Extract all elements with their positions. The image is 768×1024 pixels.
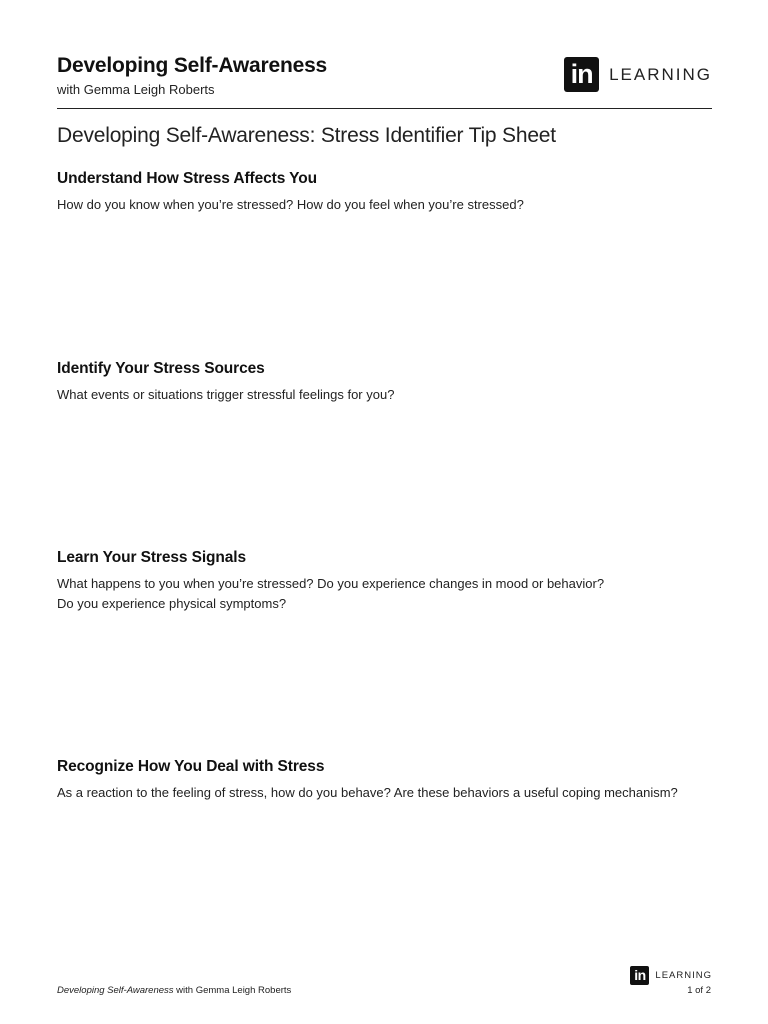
section-stress-effects bbox=[57, 170, 717, 215]
section-stress-sources bbox=[57, 360, 717, 405]
prompt-line-1: What happens to you when you’re stressed? Do you experience changes in mood or behavior? bbox=[57, 576, 605, 591]
section-heading: Recognize How You Deal with Stress bbox=[57, 758, 325, 775]
learning-wordmark: LEARNING bbox=[655, 970, 712, 981]
section-prompt: As a reaction to the feeling of stress, how do you behave? Are these behaviors a useful coping mechanism? bbox=[57, 785, 678, 800]
footer-course-credit bbox=[57, 985, 291, 996]
document-title: Developing Self-Awareness: Stress Identifier Tip Sheet bbox=[57, 124, 556, 147]
course-title: Developing Self-Awareness bbox=[57, 54, 328, 77]
footer-course-title: Developing Self-Awareness bbox=[57, 985, 174, 996]
linkedin-icon: in bbox=[564, 57, 599, 92]
linkedin-learning-logo bbox=[564, 57, 712, 92]
section-heading: Understand How Stress Affects You bbox=[57, 170, 317, 187]
section-prompt bbox=[57, 574, 717, 614]
section-stress-signals bbox=[57, 549, 717, 614]
section-coping bbox=[57, 758, 717, 803]
linkedin-icon: in bbox=[630, 966, 649, 985]
footer-course-author: with Gemma Leigh Roberts bbox=[173, 985, 292, 996]
page-number: 1 of 2 bbox=[687, 985, 711, 996]
page-header bbox=[57, 54, 712, 109]
learning-wordmark: LEARNING bbox=[609, 64, 712, 84]
section-heading: Learn Your Stress Signals bbox=[57, 549, 247, 566]
section-prompt: How do you know when you’re stressed? How do you feel when you’re stressed? bbox=[57, 197, 524, 212]
course-author: with Gemma Leigh Roberts bbox=[57, 82, 215, 97]
section-heading: Identify Your Stress Sources bbox=[57, 360, 265, 377]
prompt-line-2: Do you experience physical symptoms? bbox=[57, 596, 287, 611]
section-prompt: What events or situations trigger stressful feelings for you? bbox=[57, 387, 395, 402]
footer-linkedin-learning-logo bbox=[630, 966, 712, 985]
